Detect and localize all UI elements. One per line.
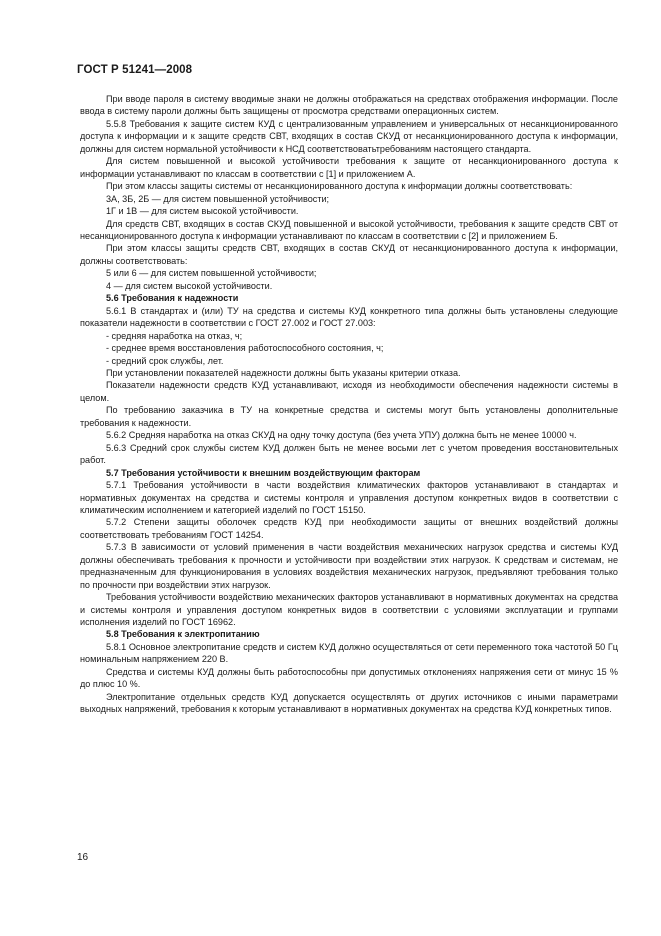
paragraph: При вводе пароля в систему вводимые знаки не должны отображаться на средствах отображения информации. После ввода в систему пароли должны быть защищены от просмотра средствами операционных систем. [80, 94, 618, 117]
clause-5-6-1: 5.6.1 В стандартах и (или) ТУ на средства и системы КУД конкретного типа должны быть установлены следующие показатели надежности в соответствии с ГОСТ 27.002 и ГОСТ 27.003: [80, 305, 618, 329]
standard-header: ГОСТ Р 51241—2008 [77, 64, 193, 76]
paragraph: Для систем повышенной и высокой устойчивости требования к защите от несанкционированного доступа к информации устанавливают по классам в соответствии с [1] и приложением А. [80, 156, 618, 179]
clause-5-7-1: 5.7.1 Требования устойчивости в части воздействия климатических факторов устанавливают в стандартах и нормативных документах на средства и системы контроля и управления доступом конкретных видов в соответствии с климатическим исполнением и категорией изделий по ГОСТ 15150. [80, 480, 618, 515]
clause-5-6-2: 5.6.2 Средняя наработка на отказ СКУД на одну точку доступа (без учета УПУ) должна быть не менее 10000 ч. [106, 430, 577, 441]
list-item: 5 или 6 — для систем повышенной устойчивости; [106, 268, 317, 279]
list-item: - средняя наработка на отказ, ч; [106, 330, 243, 341]
section-heading-5-8: 5.8 Требования к электропитанию [106, 629, 260, 640]
paragraph: Требования устойчивости воздействию механических факторов устанавливают в нормативных документах на средства и системы контроля и управления доступом конкретных видов в соответствии с условиями эксплуатации и группами исполнения изделий по ГОСТ 16962. [80, 592, 618, 628]
document-body [80, 93, 618, 716]
section-heading-5-7: 5.7 Требования устойчивости к внешним воздействующим факторам [106, 467, 421, 478]
paragraph: Для средств СВТ, входящих в состав СКУД повышенной и высокой устойчивости, требования к защите средств СВТ от несанкционированного доступа к информации устанавливают по классам в соответствии с [2] и приложением Б. [80, 218, 618, 241]
clause-5-7-3: 5.7.3 В зависимости от условий применения в части воздействия механических нагрузок средства и системы КУД должны обеспечивать требования к прочности и устойчивости при воздействии этих нагрузок. К средствам и системам, не предназначенным для функционирования в условиях воздействия механических нагрузок, предъявляют требования только по прочности при воздействии этих нагрузок. [80, 542, 618, 590]
clause-5-7-2: 5.7.2 Степени защиты оболочек средств КУД при необходимости защиты от внешних воздействий должны соответствовать требованиям ГОСТ 14254. [80, 517, 618, 540]
paragraph: Средства и системы КУД должны быть работоспособны при допустимых отклонениях напряжения сети от минус 15 % до плюс 10 %. [80, 666, 618, 690]
list-item: 4 — для систем высокой устойчивости. [106, 280, 273, 291]
paragraph: При этом классы защиты средств СВТ, входящих в состав СКУД от несанкционированного доступа к информации, должны соответствовать: [80, 243, 618, 266]
paragraph: При установлении показателей надежности должны быть указаны критерии отказа. [106, 367, 461, 378]
paragraph: По требованию заказчика в ТУ на конкретные средства и системы могут быть установлены дополнительные требования к надежности. [80, 405, 618, 428]
clause-5-5-8: 5.5.8 Требования к защите систем КУД с централизованным управлением и универсальных от несанкционированного доступа к информации и к защите средств СВТ, входящих в состав СКУД от несанкционированного доступа к информации, должны для систем нормальной устойчивости к НСД соответствоватьтребованиям настоящего стандарта. [80, 118, 618, 154]
clause-5-8-1: 5.8.1 Основное электропитание средств и систем КУД должно осуществляться от сети переменного тока частотой 50 Гц номинальным напряжением 220 В. [80, 641, 618, 665]
paragraph: Показатели надежности средств КУД устанавливают, исходя из необходимости обеспечения надежности системы в целом. [80, 380, 618, 403]
list-item: - среднее время восстановления работоспособного состояния, ч; [106, 343, 384, 354]
clause-5-6-3: 5.6.3 Средний срок службы систем КУД должен быть не менее восьми лет с учетом проведения восстановительных работ. [80, 442, 618, 466]
list-item: - средний срок службы, лет. [106, 355, 224, 366]
section-heading-5-6: 5.6 Требования к надежности [106, 293, 239, 304]
page-number: 16 [77, 852, 89, 863]
list-item: 1Г и 1В — для систем высокой устойчивости. [106, 206, 299, 217]
list-item: 3А, 3Б, 2Б — для систем повышенной устойчивости; [106, 193, 330, 204]
paragraph: При этом классы защиты системы от несанкционированного доступа к информации должны соответствовать: [106, 181, 573, 192]
paragraph: Электропитание отдельных средств КУД допускается осуществлять от других источников с иными параметрами выходных напряжений, требования к которым устанавливают в нормативных документах на средства КУД конкретных типов. [80, 691, 618, 715]
